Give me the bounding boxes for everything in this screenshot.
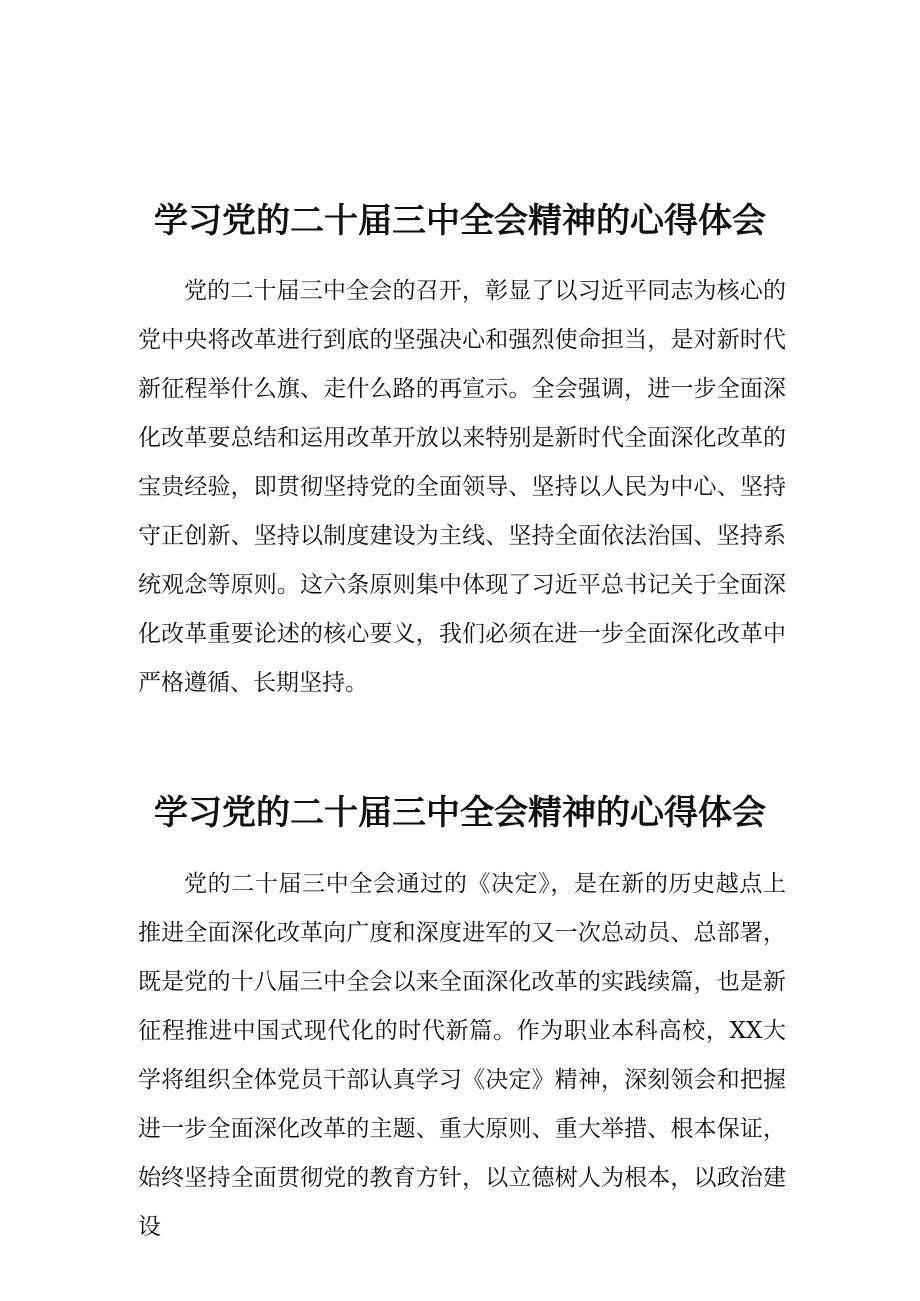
- section-2-paragraph: 党的二十届三中全会通过的《决定》，是在新的历史越点上推进全面深化改革向广度和深度进军的又一次总动员、总部署，既是党的十八届三中全会以来全面深化改革的实践续篇，也是新征程推进中国式现代化的时代新篇。作为职业本科高校，XX大学将组织全体党员干部认真学习《决定》精神，深刻领会和把握进一步全面深化改革的主题、重大原则、重大举措、根本保证，始终坚持全面贯彻党的教育方针，以立德树人为根本，以政治建设: [138, 871, 786, 1240]
- section-1-paragraph: 党的二十届三中全会的召开，彰显了以习近平同志为核心的党中央将改革进行到底的坚强决心和强烈使命担当，是对新时代新征程举什么旗、走什么路的再宣示。全会强调，进一步全面深化改革要总结和运用改革开放以来特别是新时代全面深化改革的宝贵经验，即贯彻坚持党的全面领导、坚持以人民为中心、坚持守正创新、坚持以制度建设为主线、坚持全面依法治国、坚持系统观念等原则。这六条原则集中体现了习近平总书记关于全面深化改革重要论述的核心要义，我们必须在进一步全面深化改革中严格遵循、长期坚持。: [138, 278, 786, 696]
- section-2-title: 学习党的二十届三中全会精神的心得体会: [154, 792, 766, 833]
- section-1-title: 学习党的二十届三中全会精神的心得体会: [154, 200, 766, 241]
